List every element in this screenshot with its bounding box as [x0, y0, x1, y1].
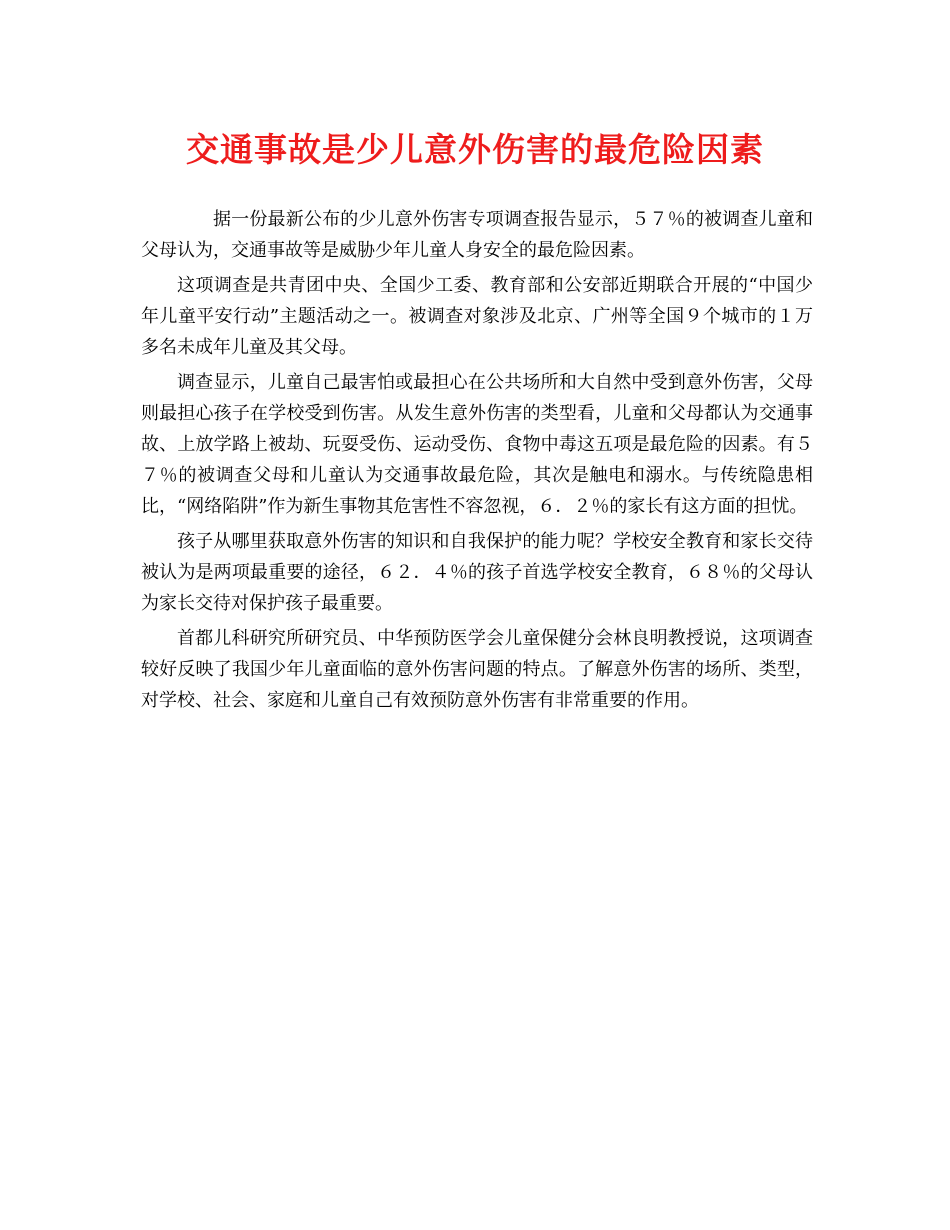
paragraph-3: 调查显示，儿童自己最害怕或最担心在公共场所和大自然中受到意外伤害，父母则最担心孩子在学校受到伤害。从发生意外伤害的类型看，儿童和父母都认为交通事故、上放学路上被劫、玩耍受伤、运动受伤、食物中毒这五项是最危险的因素。有５７％的被调查父母和儿童认为交通事故最危险，其次是触电和溺水。与传统隐患相比，“网络陷阱”作为新生事物其危害性不容忽视，６．２％的家长有这方面的担忧。 — [141, 372, 813, 517]
paragraph-4: 孩子从哪里获取意外伤害的知识和自我保护的能力呢？学校安全教育和家长交待被认为是两项最重要的途径，６２．４％的孩子首选学校安全教育，６８％的父母认为家长交待对保护孩子最重要。 — [141, 531, 813, 614]
document-body — [141, 204, 813, 720]
paragraph-1: 据一份最新公布的少儿意外伤害专项调查报告显示，５７％的被调查儿童和父母认为，交通事故等是威胁少年儿童人身安全的最危险因素。 — [141, 209, 813, 261]
paragraph-2: 这项调查是共青团中央、全国少工委、教育部和公安部近期联合开展的“中国少年儿童平安行动”主题活动之一。被调查对象涉及北京、广州等全国９个城市的１万多名未成年儿童及其父母。 — [141, 275, 813, 358]
document-title: 交通事故是少儿意外伤害的最危险因素 — [186, 130, 764, 169]
paragraph-5: 首都儿科研究所研究员、中华预防医学会儿童保健分会林良明教授说，这项调查较好反映了我国少年儿童面临的意外伤害问题的特点。了解意外伤害的场所、类型，对学校、社会、家庭和儿童自己有效预防意外伤害有非常重要的作用。 — [141, 628, 813, 711]
